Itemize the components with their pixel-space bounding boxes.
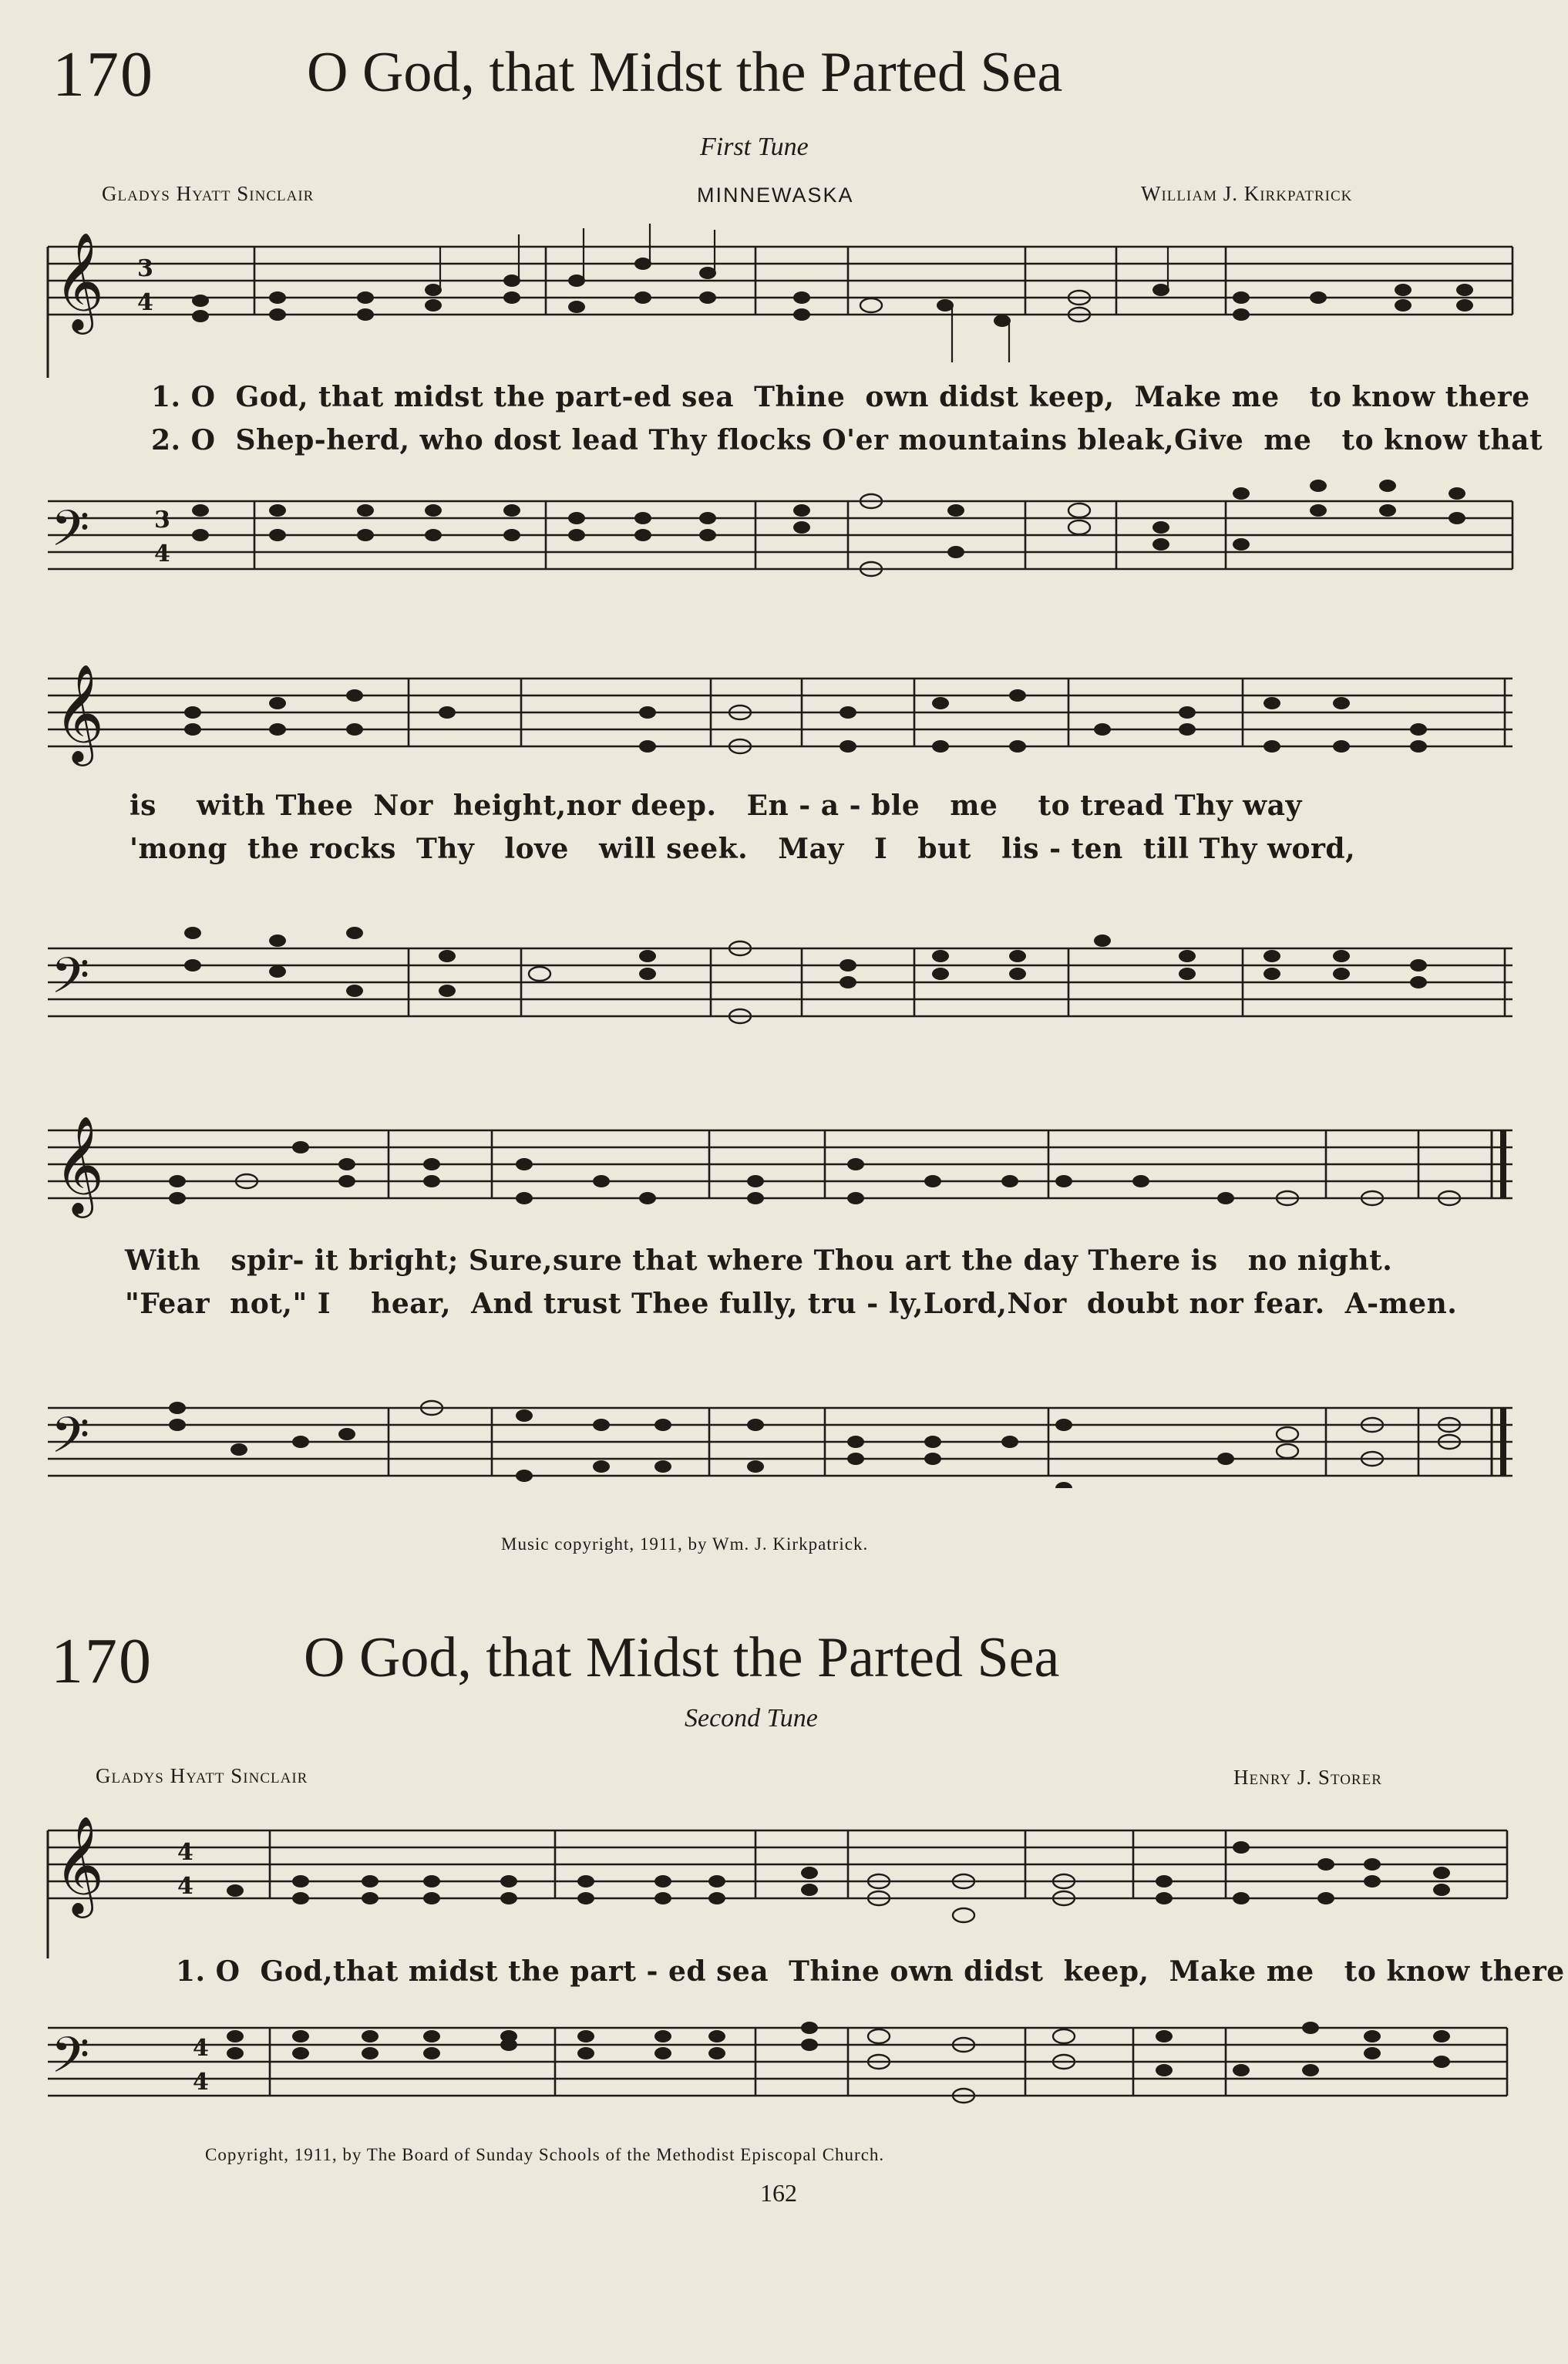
hymn-number: 170 [52,39,154,110]
hymn-number: 170 [51,1625,153,1697]
music-staff-bass [0,1989,1568,2128]
music-copyright: Music copyright, 1911, by Wm. J. Kirkpatrick. [501,1534,869,1554]
svg-text:𝄢: 𝄢 [51,948,90,1017]
lyric-line: is with Thee Nor height,nor deep. En - a - ble me to tread Thy way [130,790,1302,822]
svg-text:𝄢: 𝄢 [51,500,90,570]
music-staff-treble [0,1087,1568,1241]
svg-text:4: 4 [177,1839,193,1866]
author-credit: Gladys Hyatt Sinclair [102,182,315,205]
music-staff-treble [0,1804,1568,1958]
svg-text:3: 3 [137,255,153,282]
svg-text:4: 4 [193,2069,209,2096]
author-credit: Gladys Hyatt Sinclair [96,1764,308,1787]
svg-text:𝄞: 𝄞 [54,663,105,762]
lyric-line: 1. O God, that midst the part-ed sea Thine own didst keep, Make me to know there [151,381,1530,413]
music-staff-treble [0,632,1568,786]
composer-credit: William J. Kirkpatrick [1141,182,1353,205]
hymn-title: O God, that Midst the Parted Sea [304,1626,1060,1689]
music-staff-treble [0,224,1568,378]
music-staff-bass [0,470,1568,601]
svg-text:3: 3 [154,507,170,534]
music-staff-bass [0,1334,1568,1488]
lyric-line: With spir- it bright; Sure,sure that where Thou art the day There is no night. [125,1244,1393,1277]
lyric-line: 1. O God,that midst the part - ed sea Thine own didst keep, Make me to know there [176,1955,1565,1988]
tune-name: MINNEWASKA [697,184,854,207]
svg-text:𝄞: 𝄞 [54,1115,105,1214]
page-number: 162 [760,2179,797,2207]
svg-text:4: 4 [154,540,170,567]
tune-label: Second Tune [685,1704,818,1733]
svg-text:4: 4 [193,2035,209,2062]
tune-label: First Tune [700,133,809,161]
copyright-notice: Copyright, 1911, by The Board of Sunday Schools of the Methodist Episcopal Church. [205,2145,885,2164]
hymn-title: O God, that Midst the Parted Sea [307,41,1063,104]
svg-text:𝄞: 𝄞 [54,231,105,330]
lyric-line: 2. O Shep-herd, who dost lead Thy flocks O'er mountains bleak,Give me to know that [151,424,1543,456]
svg-text:𝄢: 𝄢 [51,1407,90,1477]
svg-text:𝄢: 𝄢 [51,2027,90,2096]
svg-text:4: 4 [177,1873,193,1900]
lyric-line: "Fear not," I hear, And trust Thee fully, tru - ly,Lord,Nor doubt nor fear. A-men. [125,1288,1458,1320]
composer-credit: Henry J. Storer [1233,1766,1382,1789]
svg-text:𝄞: 𝄞 [54,1815,105,1914]
music-staff-bass [0,879,1568,1033]
svg-text:4: 4 [137,289,153,316]
lyric-line: 'mong the rocks Thy love will seek. May I but lis - ten till Thy word, [130,833,1356,865]
